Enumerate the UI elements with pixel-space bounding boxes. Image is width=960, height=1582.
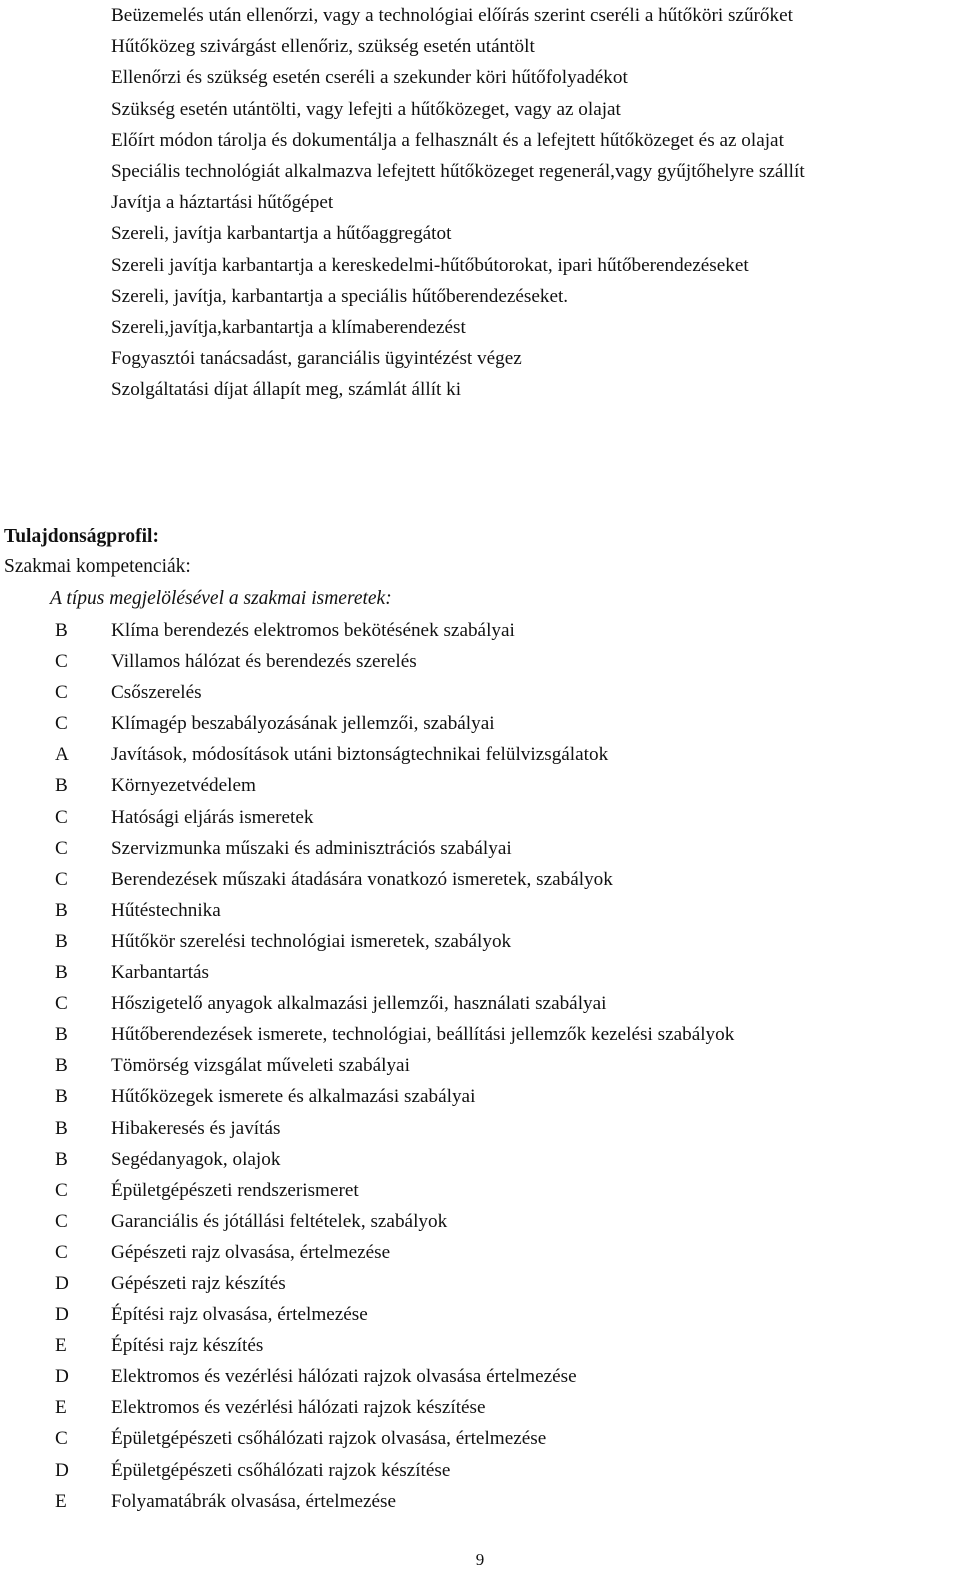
competency-label: Építési rajz készítés [111,1335,264,1357]
competency-label: Építési rajz olvasása, értelmezése [111,1304,368,1326]
competency-row [0,1206,960,1237]
competency-label: Szervizmunka műszaki és adminisztrációs szabályai [111,837,512,859]
competency-row [0,677,960,708]
competency-row [0,1330,960,1361]
competency-type: C [55,713,68,735]
competency-row [0,1486,960,1517]
competency-type: C [55,806,68,828]
section-title: Tulajdonságprofil: [4,526,159,547]
task-list [111,0,956,406]
competency-row [0,1019,960,1050]
competency-type: D [55,1459,69,1481]
task-item: Szereli javítja karbantartja a kereskedelmi-hűtőbútorokat, ipari hűtőberendezéseket [111,254,749,276]
task-item: Speciális technológiát alkalmazva lefejtett hűtőközeget regenerál,vagy gyűjtőhelyre szállít [111,161,805,183]
competency-row [0,802,960,833]
task-item: Beüzemelés után ellenőrzi, vagy a technológiai előírás szerint cseréli a hűtőköri szűrőket [111,5,793,26]
competency-label: Klíma berendezés elektromos bekötésének szabályai [111,620,515,641]
competency-type: B [55,775,68,797]
competency-type: E [55,1397,67,1419]
competency-type: B [55,899,68,921]
competency-type: B [55,1086,68,1108]
page-number: 9 [475,1550,485,1569]
competency-type: E [55,1335,67,1357]
competency-label: Csőszerelés [111,682,202,704]
competency-row [0,770,960,801]
task-item: Javítja a háztartási hűtőgépet [111,192,334,214]
competency-label: Hőszigetelő anyagok alkalmazási jellemzői, használati szabályai [111,993,607,1015]
competency-label: Tömörség vizsgálat műveleti szabályai [111,1055,410,1077]
task-item: Fogyasztói tanácsadást, garanciális ügyintézést végez [111,348,522,370]
competency-label: Hatósági eljárás ismeretek [111,806,314,828]
competency-label: Karbantartás [111,962,210,984]
competency-label: Környezetvédelem [111,775,256,797]
competency-row [0,957,960,988]
task-item: Hűtőközeg szivárgást ellenőriz, szükség esetén utántölt [111,36,535,58]
competency-label: Épületgépészeti csőhálózati rajzok olvasása, értelmezése [111,1428,547,1450]
competency-label: Hűtőközegek ismerete és alkalmazási szabályai [111,1086,476,1108]
competency-row [0,646,960,677]
competency-type: C [55,837,68,859]
competency-type: D [55,1304,69,1326]
task-item: Szereli,javítja,karbantartja a klímaberendezést [111,317,466,339]
competency-row [0,1237,960,1268]
competency-label: Hibakeresés és javítás [111,1117,281,1139]
competency-list [0,615,960,1517]
competency-type: C [55,682,68,704]
competency-row [0,615,960,646]
competency-row [0,1392,960,1423]
competency-row [0,1050,960,1081]
competency-type: C [55,1179,68,1201]
competency-label: Hűtéstechnika [111,899,221,921]
competency-label: Elektromos és vezérlési hálózati rajzok készítése [111,1397,486,1419]
competency-type: C [55,993,68,1015]
competency-type: B [55,1055,68,1077]
competency-row [0,1455,960,1486]
task-item: Szükség esetén utántölti, vagy lefejti a hűtőközeget, vagy az olajat [111,98,621,120]
competency-type: C [55,1241,68,1263]
competency-label: Javítások, módosítások utáni biztonságtechnikai felülvizsgálatok [111,744,609,766]
task-item: Szolgáltatási díjat állapít meg, számlát állít ki [111,379,462,401]
competency-label: Villamos hálózat és berendezés szerelés [111,651,417,673]
task-item: Szereli, javítja, karbantartja a speciális hűtőberendezéseket. [111,285,569,307]
competency-row [0,1081,960,1112]
competency-label: Hűtőkör szerelési technológiai ismeretek, szabályok [111,930,512,952]
competency-row [0,1299,960,1330]
competency-label: Épületgépészeti rendszerismeret [111,1179,359,1201]
competency-row [0,1175,960,1206]
competency-row [0,1423,960,1454]
competency-type: B [55,1148,68,1170]
competency-label: Elektromos és vezérlési hálózati rajzok olvasása értelmezése [111,1366,577,1388]
competency-row [0,864,960,895]
competency-label: Garanciális és jótállási feltételek, szabályok [111,1210,448,1232]
competency-label: Épületgépészeti csőhálózati rajzok készítése [111,1459,451,1481]
competency-type: B [55,962,68,984]
task-item: Szereli, javítja karbantartja a hűtőaggregátot [111,223,452,245]
competency-row [0,833,960,864]
competency-label: Gépészeti rajz olvasása, értelmezése [111,1241,391,1263]
competency-type: A [55,744,69,766]
competency-type: C [55,651,68,673]
competency-row [0,708,960,739]
competency-type: B [55,1024,68,1046]
competency-type: B [55,930,68,952]
competency-row [0,1361,960,1392]
competency-label: Segédanyagok, olajok [111,1148,281,1170]
section-subtitle: Szakmai kompetenciák: [4,556,191,577]
task-item: Előírt módon tárolja és dokumentálja a felhasznált és a lefejtett hűtőközeget és az olajat [111,129,784,151]
competency-type: D [55,1366,69,1388]
competency-type: C [55,1428,68,1450]
competency-type: C [55,868,68,890]
competency-type: E [55,1490,67,1512]
competency-type: B [55,620,68,641]
competency-type: B [55,1117,68,1139]
task-item: Ellenőrzi és szükség esetén cseréli a szekunder köri hűtőfolyadékot [111,67,628,89]
competency-label: Klímagép beszabályozásának jellemzői, szabályai [111,713,495,735]
competency-row [0,988,960,1019]
competency-label: Hűtőberendezések ismerete, technológiai, beállítási jellemzők kezelési szabályok [111,1024,735,1046]
competency-label: Gépészeti rajz készítés [111,1272,286,1294]
competency-type: C [55,1210,68,1232]
competency-row [0,1113,960,1144]
competency-label: Berendezések műszaki átadására vonatkozó ismeretek, szabályok [111,868,613,890]
competency-row [0,926,960,957]
competency-row [0,739,960,770]
competency-label: Folyamatábrák olvasása, értelmezése [111,1490,397,1512]
competency-type: D [55,1272,69,1294]
competency-row [0,1268,960,1299]
competency-row [0,895,960,926]
competency-row [0,1144,960,1175]
section-intro: A típus megjelölésével a szakmai ismeretek: [50,588,392,609]
